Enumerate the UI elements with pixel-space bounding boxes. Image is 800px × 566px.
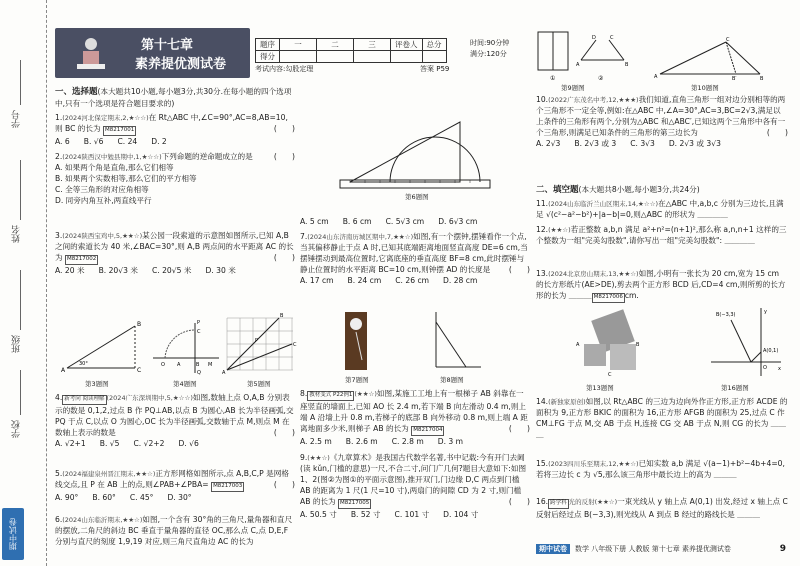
student-reading-icon bbox=[71, 34, 111, 74]
label-c: C bbox=[137, 367, 142, 374]
question-4: 4. 新考向 阅读理解 (2024广东深圳期中,5,★☆☆)如图,数轴上点 O,A,B 分别表示的数是 0,1,2,过点 B 作 PQ⊥AB,以点 B 为圆心,AB 长为半径画弧,交 PQ 于点 C,以点 O 为圆心,OC 长为半径画弧,交数轴于点 M,则点 M 在数轴上表示的数是 ( ) A. √2+1 B. √5 C. √2+2 D. √6 bbox=[55, 393, 295, 448]
svg-text:Q: Q bbox=[197, 370, 201, 376]
svg-text:A(0,1): A(0,1) bbox=[763, 348, 779, 354]
class-label: 班级 bbox=[12, 335, 22, 353]
svg-text:O: O bbox=[161, 362, 165, 368]
label-angle: 30° bbox=[79, 361, 88, 367]
section-1-header: 一、选择题(本大题共10小题,每小题3分,共30分.在每小题的四个选项中,只有一个选项是符合题目要求的) bbox=[55, 87, 292, 109]
question-11: 11.(2024山东临沂兰山区期末,14,★☆☆)在△ABC 中,a,b,c 分别为三边长,且满足 √(c²−a²−b²)+|a−b|=0,则△ABC 的形状为 ＿＿＿＿ bbox=[536, 199, 784, 220]
svg-text:x: x bbox=[778, 366, 781, 372]
figure-q13 bbox=[576, 306, 656, 381]
svg-text:C: C bbox=[610, 35, 614, 41]
score-cell[interactable] bbox=[317, 51, 354, 63]
score-header-cell: 题序 bbox=[256, 39, 280, 51]
figure-q4 bbox=[153, 318, 219, 376]
caption-q4: 第4题图 bbox=[173, 380, 197, 388]
question-13: 13.(2024北京房山期末,13,★★☆)如图,小明有一张长为 20 cm,宽为 15 cm 的长方形纸片(AE>DE),剪去两个正方形 BCD 后,CD=4 cm,则所剪的长方形的长为 ＿＿＿ M8217006 cm. bbox=[536, 268, 788, 303]
figure-q6 bbox=[340, 112, 490, 190]
question-6-options: A. 5 cm B. 6 cm C. 5√3 cm D. 6√3 cm bbox=[300, 217, 478, 226]
page-footer bbox=[536, 543, 786, 555]
svg-text:A: A bbox=[576, 62, 580, 68]
svg-text:B: B bbox=[760, 76, 764, 82]
svg-text:B′: B′ bbox=[732, 76, 737, 82]
figure-q10 bbox=[656, 38, 766, 80]
question-7: 7.(2024山东济南历城区期中,7,★★☆)如图,有一个摆钟,摆锤看作一个点,当其偏移静止于点 A 时,已知其底端距离地面竖直高度 DE=6 cm,当摆锤摆动到最高位置时,它离底座的垂直高度 BF=8 cm,此时摆锤与静止位置时的水平距离 BC=10 cm,则钟摆 AD 的长度是 ( ) A. 17 cm B. 24 cm C. 26 cm D. 28 cm bbox=[300, 232, 530, 286]
svg-text:C: C bbox=[293, 342, 297, 348]
svg-text:A: A bbox=[222, 370, 226, 376]
footer-subject: 数学 bbox=[575, 545, 589, 553]
svg-text:P: P bbox=[255, 338, 259, 344]
svg-text:B: B bbox=[280, 313, 284, 319]
score-cell[interactable] bbox=[391, 51, 423, 63]
footer-edition: 人教版 bbox=[628, 545, 650, 553]
svg-text:B: B bbox=[196, 362, 200, 368]
score-cell[interactable] bbox=[422, 51, 446, 63]
figure-q5 bbox=[222, 313, 297, 376]
score-cell[interactable] bbox=[280, 51, 317, 63]
svg-text:①: ① bbox=[550, 75, 556, 82]
answer-blank-13[interactable]: ＿＿＿ bbox=[568, 291, 592, 301]
question-6-start: 6.(2024山东临沂期末,★★☆)如图,一个含有 30°角的三角尺,量角器和直尺的摆放,二角尺的斜边 BC 垂直于量角器的直径 OC,那么点 C,点 D,E,F 分别与直尺的刻度 1,9,19 对应,则三角尺直角边 AC 的长为 bbox=[55, 515, 293, 547]
caption-q10: 第10题图 bbox=[691, 84, 719, 92]
section-2-header: 二、填空题(本大题共8小题,每小题3分,共24分) bbox=[536, 185, 700, 195]
caption-q5: 第5题图 bbox=[247, 380, 271, 388]
score-header-cell: 总分 bbox=[422, 39, 446, 51]
footer-test: 素养提优测试卷 bbox=[681, 545, 731, 553]
figure-q16 bbox=[706, 306, 786, 378]
caption-q9: 第9题图 bbox=[561, 84, 585, 92]
title-banner bbox=[55, 28, 250, 78]
svg-text:P: P bbox=[197, 320, 201, 326]
svg-text:D: D bbox=[592, 35, 596, 41]
question-16: 16. 跨学科 光的反射(★★☆)一束光线从 y 轴上点 A(0,1) 出发,经过 x 轴上点 C 反射后经过点 B(−3,3),则光线从 A 到点 B 经过的路线长是 ＿＿＿ bbox=[536, 497, 788, 519]
svg-text:B: B bbox=[625, 62, 629, 68]
svg-text:C: C bbox=[197, 329, 201, 335]
question-8: 8. 教材变式 P22例1 (★★☆)如图,某施工工地上有一根梯子 AB 斜靠在一座竖直的墙面上,已知 AO 长 2.4 m,若下端 B 向左滑动 0.4 m,则上端 A 沿墙上升 0.8 m,若梯子的底部 B 向外移动 0.8 m,则上端 A 距离地面多少米,则梯子 AB 的长为 M8217004 ( ) A. 2.5 m B. 2.6 m C. 2.8 m D. 3 m bbox=[300, 389, 530, 446]
figure-q3 bbox=[61, 320, 145, 375]
svg-text:O: O bbox=[763, 365, 767, 371]
question-2: 2.(2024陕西汉中勉县期中,1,★☆☆)下列命题的逆命题成立的是 ( ) A. 如果两个角是直角,那么它们相等 B. 如果两个实数相等,那么它们的平方相等 C. 全等三角形的对应角相等 D. 同旁内角互补,两直线平行 bbox=[55, 152, 295, 206]
test-title: 素养提优测试卷 bbox=[135, 57, 227, 72]
question-12: 12.(★★☆)若正整数 a,b,n 满足 a²+n²=(n+1)²,那么称 a,n,n+1 这样的三个整数为一组"完美勾股数",请你写出一组"完美勾股数": ＿＿＿＿ bbox=[536, 225, 787, 246]
name-label: 姓名 bbox=[12, 225, 22, 243]
question-3: 3.(2024陕西宝鸡中,5,★★☆)某公园一段索道的示意图如图所示,已知 A,B 之间的索道长为 40 米,∠BAC=30°,则 A,B 两点间的水平距离 AC 的长为 M8217002 ( ) A. 20 米 B. 20√3 米 C. 20√5 米 D. 30 米 bbox=[55, 231, 295, 276]
figure-q7 bbox=[340, 312, 380, 372]
svg-text:C: C bbox=[726, 37, 730, 43]
score-header-cell: 一 bbox=[280, 39, 317, 51]
label-a: A bbox=[61, 367, 66, 374]
svg-text:②: ② bbox=[598, 75, 604, 82]
answer-blank-12[interactable]: ＿＿＿＿ bbox=[724, 236, 755, 246]
time-limit: 时间:90分钟 bbox=[470, 39, 510, 47]
score-table bbox=[255, 38, 447, 63]
score-cell[interactable] bbox=[354, 51, 391, 63]
svg-text:C: C bbox=[608, 372, 612, 378]
time-info bbox=[470, 38, 509, 59]
svg-text:M: M bbox=[208, 362, 213, 368]
answer-blank-14[interactable]: ＿＿＿ bbox=[536, 419, 786, 440]
figure-q8 bbox=[426, 312, 486, 372]
question-5: 5.(2024福建泉州晋江期末,★★☆)正方形网格如图所示,点 A,B,C,P 是网格线交点,且 P 在 AB 上的点,则∠PAB+∠PBA= M8217003 ( ) A. 90° B. 60° C. 45° D. 30° bbox=[55, 469, 295, 503]
question-15: 15.(2023四川乐至期末,12,★★☆)已知实数 a,b 满足 √(a−1)+b²−4b+4=0,若将三边长 c 为 √5,那么该三角形中最长边上的高为 ＿＿＿ bbox=[536, 459, 785, 480]
caption-q8: 第8题图 bbox=[440, 376, 464, 384]
figure-q9 bbox=[536, 30, 629, 82]
footer-grade: 八年级下册 bbox=[591, 545, 627, 553]
question-1: 1.(2024河北保定期末,2,★☆☆)在 Rt△ABC 中,∠C=90°,AC=8,AB=10,则 BC 的长为 M8217001 ( ) A. 6 B. √6 C. 24 D. 2 bbox=[55, 113, 295, 147]
answer-blank-16[interactable]: ＿＿＿ bbox=[737, 509, 760, 519]
caption-q6: 第6题图 bbox=[405, 193, 429, 201]
page-number: 9 bbox=[779, 544, 786, 554]
full-score: 满分:120分 bbox=[470, 49, 507, 58]
score-header-cell: 评卷人 bbox=[391, 39, 423, 51]
chapter-title: 第十七章 bbox=[141, 38, 194, 53]
score-header-cell: 二 bbox=[317, 39, 354, 51]
caption-q13: 第13题图 bbox=[586, 384, 614, 392]
school-label: 学校 bbox=[12, 420, 22, 438]
caption-q7: 第7题图 bbox=[345, 376, 369, 384]
footer-chapter: 第十七章 bbox=[651, 545, 680, 553]
binding-strip bbox=[0, 0, 47, 566]
svg-text:B(−3,3): B(−3,3) bbox=[716, 312, 736, 318]
svg-text:A: A bbox=[654, 74, 658, 80]
question-9: 9.(★★☆)《九章算术》是我国古代数学名著,书中记载:今有开门去阃(读 kǔn,门槛的意思)一尺,不合二寸,问门广几何?题目大意如下:如图1、2(图②为图①的平面示意图),推开双门,门边缘 D,C 两点到门槛 AB 的距离为 1 尺(1 尺=10 寸),两扇门的间隙 CD 为 2 寸,则门槛 AB 的长为 M8217005 ( ) A. 50.5 寸 B. 52 寸 C. 101 寸 D. 104 寸 bbox=[300, 453, 530, 520]
footer-brand: 期中试卷 bbox=[536, 544, 570, 554]
answer-blank-11[interactable]: ＿＿＿＿ bbox=[697, 210, 728, 220]
svg-text:A: A bbox=[177, 362, 181, 368]
svg-text:B: B bbox=[636, 342, 640, 348]
label-b: B bbox=[137, 321, 142, 328]
question-14: 14.(新独家原创)如图,以 Rt△ABC 的三边为边向外作正方形,正方形 ACDE 的面积为 9,正方形 BKIC 的面积为 16,正方形 AFGB 的面积为 25,过点 C 作 CM⊥FG 于点 M,交 AB 于点 H,连接 CG 交 AB 于点 N,则 CG 的长为 ＿＿＿ bbox=[536, 397, 788, 440]
svg-text:A: A bbox=[576, 342, 580, 348]
answer-blank-15[interactable]: ＿＿＿ bbox=[713, 470, 737, 480]
caption-q3: 第3题图 bbox=[85, 380, 109, 388]
question-10: 10.(2022广东茂名中考,12,★★★)我们知道,直角三角形一组对边分别相等的两个三角形不一定全等,例如:在△ABC 中,∠A=30°,AC=3,BC=2√3,满足以上条件的三角形有两个,分别为△ABC 和△ABC′,已知这两个三角形中各有一个三角形,则满足已知条件的三角形的第三边长为 ( ) A. 2√3 B. 2√3 或 3 C. 3√3 D. 2√3 或 3√3 bbox=[536, 95, 788, 149]
svg-text:y: y bbox=[764, 309, 767, 315]
caption-q16: 第16题图 bbox=[721, 384, 749, 392]
brand-logo: 期中试卷 bbox=[2, 508, 24, 560]
score-row-label: 得分 bbox=[256, 51, 280, 63]
scope-text: 考试内容:勾股定理 bbox=[255, 65, 314, 73]
student-id-label: 学号 bbox=[12, 110, 22, 128]
answer-ref: 答案 P59 bbox=[420, 65, 450, 73]
score-header-cell: 三 bbox=[354, 39, 391, 51]
